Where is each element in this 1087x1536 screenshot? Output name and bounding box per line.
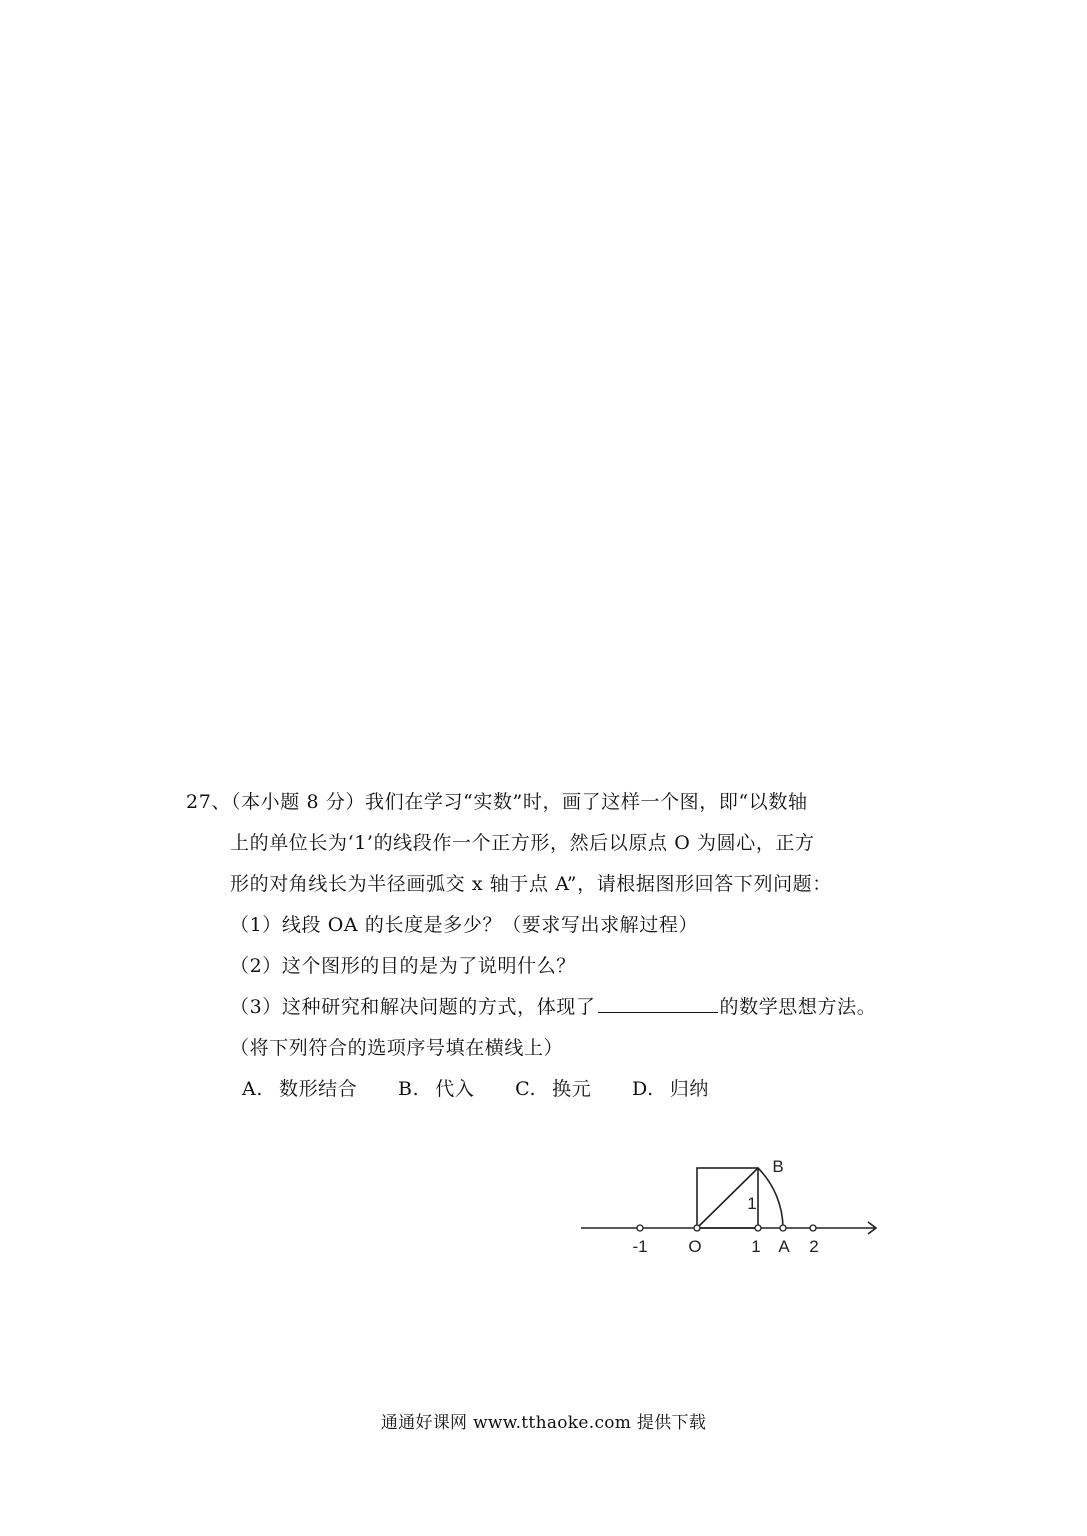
option-a (242, 1073, 357, 1105)
side-length-label: 1 (747, 1194, 757, 1213)
option-text: 代入 (435, 1078, 475, 1100)
footer-source: 通通好课网 www.tthaoke.com 提供下载 (380, 1413, 707, 1433)
tick-label-1: 1 (751, 1237, 761, 1256)
question-1: （1）线段 OA 的长度是多少？（要求写出求解过程） (230, 914, 699, 936)
option-text: 归纳 (669, 1078, 710, 1100)
problem-27 (186, 786, 926, 1114)
number-line-figure (576, 1150, 886, 1260)
answer-blank[interactable] (598, 992, 718, 1013)
tick-point-origin (694, 1225, 700, 1231)
tick-label-2: 2 (809, 1237, 819, 1256)
question-3-text-after: 的数学思想方法。 (719, 996, 877, 1018)
tick-label-a: A (778, 1237, 790, 1256)
option-letter: A. (242, 1078, 263, 1100)
question-3 (186, 991, 926, 1032)
option-c (515, 1073, 591, 1105)
tick-point-2 (810, 1225, 816, 1231)
options-row (186, 1073, 926, 1114)
tick-label-origin: O (688, 1237, 702, 1256)
option-text: 换元 (552, 1078, 592, 1100)
option-letter: B. (398, 1078, 420, 1100)
tick-label-minus-1: -1 (632, 1237, 648, 1256)
option-letter: D. (632, 1078, 654, 1100)
point-b-label: B (772, 1157, 784, 1176)
problem-statement-line-1: 27、（本小题 8 分）我们在学习“实数”时，画了这样一个图，即“以数轴 (186, 791, 808, 813)
option-b (398, 1073, 474, 1105)
option-text: 数形结合 (278, 1078, 358, 1100)
instruction-note: （将下列符合的选项序号填在横线上） (230, 1037, 564, 1059)
problem-statement-line-3: 形的对角线长为半径画弧交 x 轴于点 A”，请根据图形回答下列问题： (230, 873, 832, 895)
arc-to-point-a (758, 1168, 783, 1228)
tick-point-minus-1 (637, 1225, 643, 1231)
question-3-text-before: （3）这种研究和解决问题的方式，体现了 (230, 996, 596, 1018)
problem-statement-line-2: 上的单位长为‘1’的线段作一个正方形，然后以原点 O 为圆心，正方 (230, 832, 815, 854)
tick-point-a (780, 1225, 786, 1231)
option-d (632, 1073, 709, 1105)
option-letter: C. (515, 1078, 537, 1100)
question-2: （2）这个图形的目的是为了说明什么？ (230, 955, 576, 977)
tick-point-1 (755, 1225, 761, 1231)
